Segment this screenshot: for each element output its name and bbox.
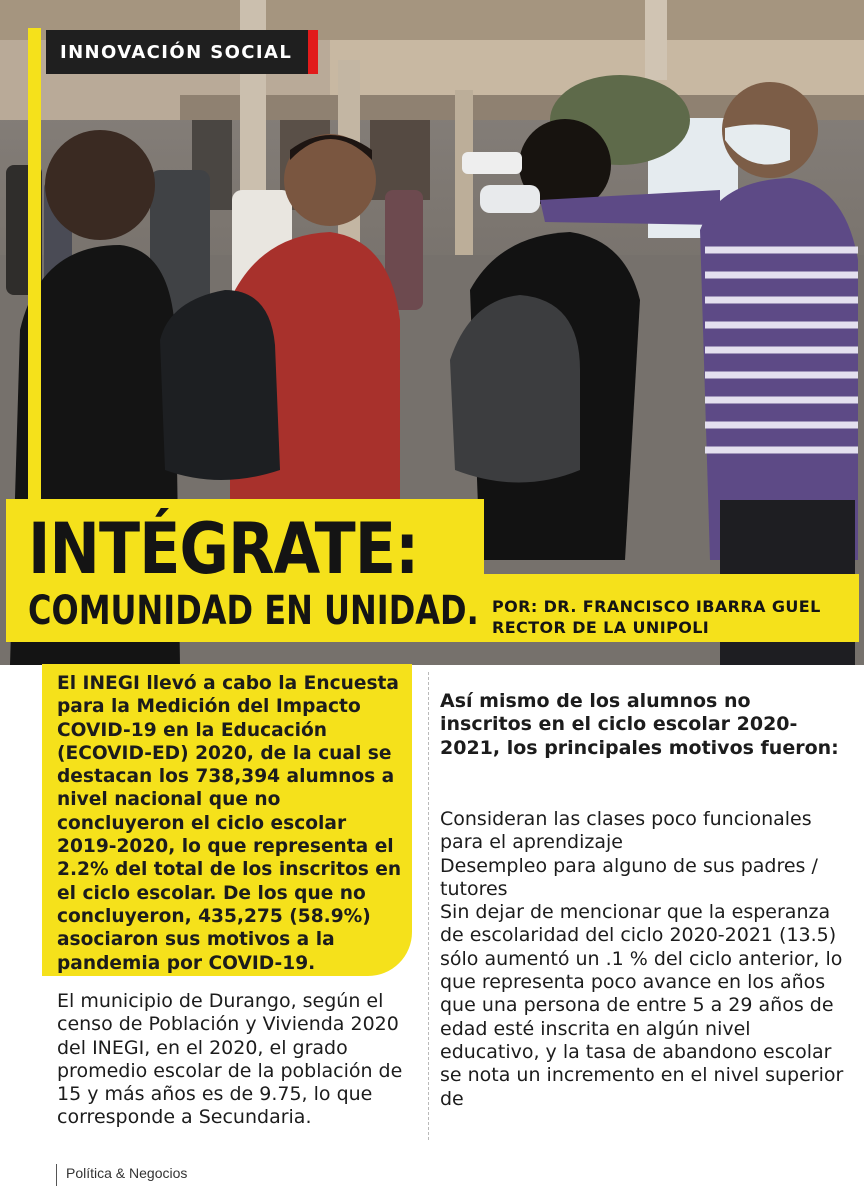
byline-role: RECTOR DE LA UNIPOLI	[492, 618, 710, 637]
article-subtitle: COMUNIDAD EN UNIDAD.	[28, 588, 479, 634]
footer-rule	[56, 1164, 57, 1186]
right-body-paragraph: Consideran las clases poco funcionales para el aprendizaje Desempleo para alguno de sus padres / tutores Sin dejar de mencionar que la esperanza de escolaridad del ciclo 2020-2021 (13.5) sólo aumentó un .1 % del ciclo anterior, lo que representa poco avance en los años que una persona de entre 5 a 29 años de edad esté inscrita en algún nivel educativo, y la tasa de abandono escolar se nota un incremento en el nivel superior de	[440, 808, 844, 1110]
byline-author: POR: DR. FRANCISCO IBARRA GUEL	[492, 597, 821, 616]
left-body-paragraph: El municipio de Durango, según el censo de Población y Vivienda 2020 del INEGI, en el 2020, el grado promedio escolar de la población de 15 y más años es de 9.75, lo que corresponde a Secundaria.	[57, 990, 403, 1129]
right-column-heading: Así mismo de los alumnos no inscritos en el ciclo escolar 2020-2021, los principales motivos fueron:	[440, 690, 839, 759]
section-tag-accent	[308, 30, 318, 74]
column-divider	[428, 672, 429, 1140]
accent-bar	[28, 28, 41, 528]
section-tag: INNOVACIÓN SOCIAL	[46, 30, 308, 74]
footer-publication: Política & Negocios	[66, 1165, 188, 1181]
byline	[492, 596, 821, 638]
highlight-paragraph: El INEGI llevó a cabo la Encuesta para la Medición del Impacto COVID-19 en la Educación (ECOVID-ED) 2020, de la cual se destacan los 738,394 alumnos a nivel nacional que no concluyeron el ciclo escolar 2019-2020, lo que representa el 2.2% del total de los inscritos en el ciclo escolar. De los que no concluyeron, 435,275 (58.9%) asociaron sus motivos a la pandemia por COVID-19.	[57, 673, 402, 974]
article-title: INTÉGRATE:	[28, 508, 419, 590]
